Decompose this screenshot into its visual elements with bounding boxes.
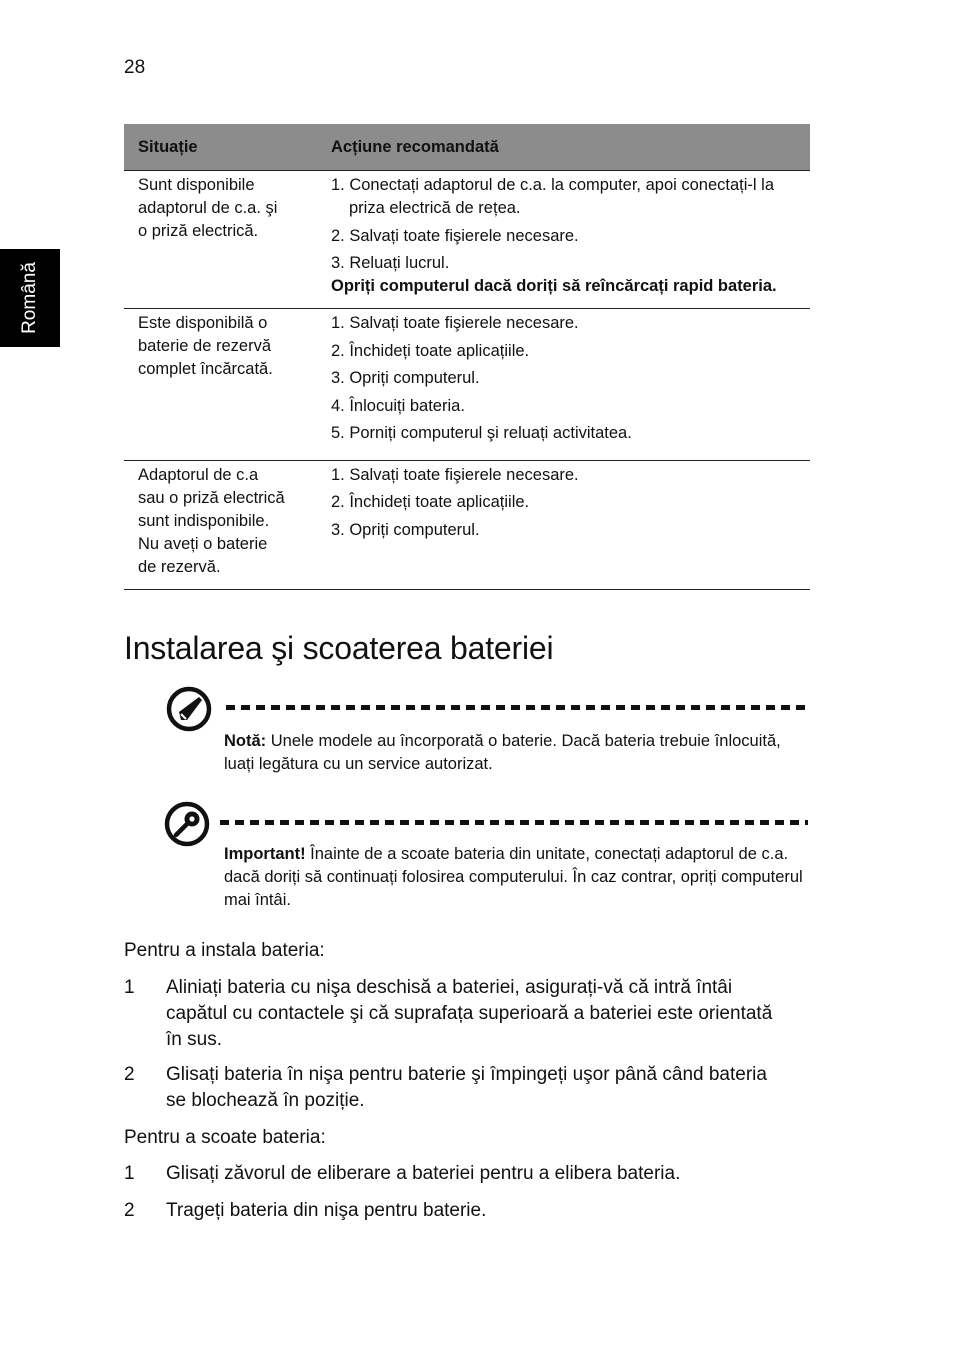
action-cell <box>324 460 810 589</box>
step-text: Glisați bateria în nişa pentru baterie şi împingeți uşor până când bateria se blochează în poziție. <box>166 1064 767 1111</box>
situation-line: adaptorul de c.a. şi <box>138 199 278 217</box>
note-body: Unele modele au încorporată o baterie. Dacă bateria trebuie înlocuită, luați legătura cu un service autorizat. <box>224 732 781 773</box>
situation-cell <box>124 309 324 461</box>
action-step-text: 4. Înlocuiți bateria. <box>331 396 465 415</box>
action-steps <box>331 174 800 275</box>
action-step <box>331 174 800 220</box>
important-body: Înainte de a scoate bateria din unitate, conectați adaptorul de c.a. dacă doriți să continuați folosirea computerului. În caz contrar, opriți computerul mai întâi. <box>224 845 803 909</box>
header-action: Acțiune recomandată <box>324 124 810 171</box>
remove-intro: Pentru a scoate bateria: <box>124 1127 326 1148</box>
action-step-text: 2. Salvați toate fişierele necesare. <box>331 226 579 245</box>
situation-line: de rezervă. <box>138 557 221 576</box>
note-dotted-rule <box>226 705 810 710</box>
situation-line: Nu aveți o baterie <box>138 534 268 553</box>
situation-line: Sunt disponibile <box>138 176 255 194</box>
situation-cell <box>124 171 324 309</box>
action-step <box>331 519 800 542</box>
step-number: 2 <box>124 1064 135 1085</box>
situation-line: sunt indisponibile. <box>138 511 270 530</box>
action-step <box>331 252 800 275</box>
language-tab <box>0 249 60 347</box>
situation-line: sau o priză electrică <box>138 488 285 507</box>
action-cell <box>324 171 810 309</box>
action-step <box>331 225 800 248</box>
important-label: Important! <box>224 845 306 863</box>
table-row <box>124 460 810 589</box>
situation-line: complet încărcată. <box>138 360 273 378</box>
situation-cell <box>124 460 324 589</box>
action-step-text: 2. Închideți toate aplicațiile. <box>331 493 530 511</box>
install-intro: Pentru a instala bateria: <box>124 940 325 961</box>
note-icon <box>166 686 212 732</box>
table-row <box>124 309 810 461</box>
step-number: 1 <box>124 1163 135 1184</box>
section-title: Instalarea şi scoaterea bateriei <box>124 630 554 666</box>
table-row <box>124 171 810 309</box>
action-steps <box>331 464 800 542</box>
important-dotted-rule <box>220 820 808 825</box>
important-text <box>224 843 804 912</box>
action-step-text: 1. Salvați toate fişierele necesare. <box>331 314 579 332</box>
action-step-text: 2. Închideți toate aplicațiile. <box>331 341 530 360</box>
situation-line: Este disponibilă o <box>138 314 268 332</box>
situation-line: o priză electrică. <box>138 222 259 240</box>
situation-line: Adaptorul de c.a <box>138 465 259 484</box>
action-step <box>331 312 800 335</box>
action-step <box>331 422 800 445</box>
note-text <box>224 730 804 776</box>
note-label: Notă: <box>224 732 267 750</box>
header-situation: Situație <box>124 124 324 171</box>
battery-situation-table <box>124 124 810 590</box>
action-step <box>331 491 800 514</box>
action-step <box>331 395 800 418</box>
step-text: Trageți bateria din nişa pentru baterie. <box>166 1200 487 1221</box>
action-step-text: 1. Conectați adaptorul de c.a. la computer, apoi conectați-l la priza electrică de rețea. <box>331 176 775 217</box>
situation-line: baterie de rezervă <box>138 337 271 355</box>
step-text: Glisați zăvorul de eliberare a bateriei pentru a elibera bateria. <box>166 1163 681 1184</box>
step-number: 2 <box>124 1200 135 1221</box>
action-step <box>331 367 800 390</box>
action-step-text: 3. Opriți computerul. <box>331 369 480 387</box>
table-header-row <box>124 124 810 171</box>
action-step <box>331 340 800 363</box>
language-tab-label: Română <box>19 262 40 334</box>
action-note: Opriți computerul dacă doriți să reîncărcați rapid bateria. <box>331 277 777 295</box>
important-icon <box>164 801 210 847</box>
action-step-text: 3. Opriți computerul. <box>331 520 480 539</box>
action-step <box>331 464 800 487</box>
action-steps <box>331 312 800 445</box>
action-step-text: 3. Reluați lucrul. <box>331 254 450 272</box>
step-text: Aliniați bateria cu nişa deschisă a bateriei, asigurați-vă că intră întâi capătul cu contactele şi că suprafața superioară a bateriei este orientată în sus. <box>166 977 773 1050</box>
action-step-text: 5. Porniți computerul şi reluați activitatea. <box>331 424 632 442</box>
action-cell <box>324 309 810 461</box>
step-number: 1 <box>124 977 135 998</box>
action-step-text: 1. Salvați toate fişierele necesare. <box>331 465 579 484</box>
page-number: 28 <box>124 57 146 78</box>
